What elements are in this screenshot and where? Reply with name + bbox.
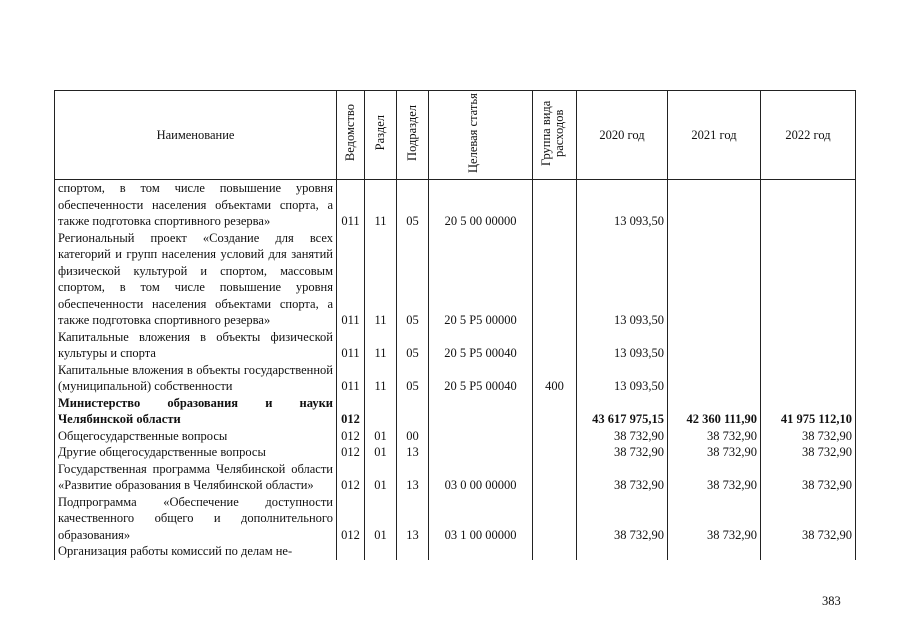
row-name: Другие общегосударственные вопросы [55, 444, 337, 461]
row-2020: 38 732,90 [577, 494, 668, 544]
table-row [55, 180, 856, 230]
row-podrazdel: 05 [397, 329, 429, 362]
row-2022 [761, 180, 856, 230]
row-podrazdel [397, 543, 429, 560]
header-podrazdel: Подраздел [397, 91, 429, 180]
row-podrazdel: 05 [397, 362, 429, 395]
row-statya [429, 444, 533, 461]
table-row [55, 444, 856, 461]
row-2021: 42 360 111,90 [668, 395, 761, 428]
row-name: Государственная программа Челябинской области «Развитие образования в Челябинской области» [55, 461, 337, 494]
row-razdel: 01 [365, 461, 397, 494]
row-ved [337, 543, 365, 560]
row-gruppa [533, 543, 577, 560]
table-body [55, 180, 856, 560]
row-podrazdel: 13 [397, 494, 429, 544]
row-statya [429, 543, 533, 560]
row-name: Подпрограмма «Обеспечение доступности качественного общего и дополнительного образования» [55, 494, 337, 544]
row-2022: 41 975 112,10 [761, 395, 856, 428]
table-row [55, 461, 856, 494]
row-2022: 38 732,90 [761, 444, 856, 461]
header-2022: 2022 год [761, 91, 856, 180]
row-2021 [668, 543, 761, 560]
row-2020 [577, 543, 668, 560]
row-gruppa: 400 [533, 362, 577, 395]
table-row [55, 230, 856, 329]
table-row [55, 428, 856, 445]
row-ved: 011 [337, 362, 365, 395]
row-razdel: 11 [365, 362, 397, 395]
row-2022: 38 732,90 [761, 461, 856, 494]
row-2020: 13 093,50 [577, 230, 668, 329]
row-gruppa [533, 180, 577, 230]
row-razdel: 01 [365, 444, 397, 461]
row-podrazdel: 13 [397, 461, 429, 494]
row-podrazdel: 00 [397, 428, 429, 445]
row-2021 [668, 180, 761, 230]
page-number: 383 [822, 594, 841, 608]
header-razdel: Раздел [365, 91, 397, 180]
row-ved: 011 [337, 329, 365, 362]
row-2022 [761, 230, 856, 329]
row-2020: 38 732,90 [577, 461, 668, 494]
table-row [55, 395, 856, 428]
row-statya [429, 428, 533, 445]
row-2020: 43 617 975,15 [577, 395, 668, 428]
row-podrazdel: 05 [397, 180, 429, 230]
row-gruppa [533, 329, 577, 362]
row-name: Общегосударственные вопросы [55, 428, 337, 445]
row-gruppa [533, 444, 577, 461]
row-ved: 012 [337, 428, 365, 445]
row-2022 [761, 362, 856, 395]
row-2020: 13 093,50 [577, 362, 668, 395]
row-2022: 38 732,90 [761, 494, 856, 544]
row-razdel [365, 543, 397, 560]
row-name: Капитальные вложения в объекты физической культуры и спорта [55, 329, 337, 362]
row-ved: 012 [337, 444, 365, 461]
row-razdel: 01 [365, 494, 397, 544]
row-name: Министерство образования и науки Челябинской области [55, 395, 337, 428]
row-name: Капитальные вложения в объекты государственной (муниципальной) собственности [55, 362, 337, 395]
budget-table [54, 90, 856, 560]
row-statya: 20 5 00 00000 [429, 180, 533, 230]
row-2021: 38 732,90 [668, 444, 761, 461]
row-statya: 03 1 00 00000 [429, 494, 533, 544]
row-razdel: 01 [365, 428, 397, 445]
row-2020: 13 093,50 [577, 180, 668, 230]
row-statya: 20 5 P5 00000 [429, 230, 533, 329]
row-2021 [668, 329, 761, 362]
header-2020: 2020 год [577, 91, 668, 180]
row-ved: 011 [337, 230, 365, 329]
row-statya: 03 0 00 00000 [429, 461, 533, 494]
row-2021: 38 732,90 [668, 461, 761, 494]
table-header-row [55, 91, 856, 180]
row-2020: 38 732,90 [577, 428, 668, 445]
row-name: Организация работы комиссий по делам не- [55, 543, 337, 560]
header-gruppa: Группа вида расходов [533, 91, 577, 180]
row-2022: 38 732,90 [761, 428, 856, 445]
row-name: Региональный проект «Создание для всех категорий и групп населения условий для занятий физической культурой и спортом, массовым спортом, в том числе повышение уровня обеспеченности населения объектами спорта, а также подготовка спортивного резерва» [55, 230, 337, 329]
row-razdel [365, 395, 397, 428]
row-2022 [761, 543, 856, 560]
row-2020: 38 732,90 [577, 444, 668, 461]
row-statya: 20 5 P5 00040 [429, 329, 533, 362]
header-name: Наименование [55, 91, 337, 180]
row-name: спортом, в том числе повышение уровня обеспеченности населения объектами спорта, а также подготовка спортивного резерва» [55, 180, 337, 230]
row-ved: 012 [337, 494, 365, 544]
row-statya: 20 5 P5 00040 [429, 362, 533, 395]
row-ved: 012 [337, 395, 365, 428]
table-row [55, 543, 856, 560]
row-gruppa [533, 395, 577, 428]
row-ved: 011 [337, 180, 365, 230]
row-2021: 38 732,90 [668, 428, 761, 445]
row-2020: 13 093,50 [577, 329, 668, 362]
row-2021: 38 732,90 [668, 494, 761, 544]
row-2021 [668, 362, 761, 395]
row-gruppa [533, 230, 577, 329]
table-row [55, 329, 856, 362]
row-2022 [761, 329, 856, 362]
row-gruppa [533, 461, 577, 494]
header-2021: 2021 год [668, 91, 761, 180]
row-podrazdel: 13 [397, 444, 429, 461]
header-statya: Целевая статья [429, 91, 533, 180]
row-razdel: 11 [365, 180, 397, 230]
row-razdel: 11 [365, 329, 397, 362]
row-podrazdel [397, 395, 429, 428]
row-gruppa [533, 428, 577, 445]
row-razdel: 11 [365, 230, 397, 329]
header-vedomstvo: Ведомство [337, 91, 365, 180]
row-statya [429, 395, 533, 428]
row-podrazdel: 05 [397, 230, 429, 329]
row-2021 [668, 230, 761, 329]
row-gruppa [533, 494, 577, 544]
table-row [55, 494, 856, 544]
row-ved: 012 [337, 461, 365, 494]
table-row [55, 362, 856, 395]
